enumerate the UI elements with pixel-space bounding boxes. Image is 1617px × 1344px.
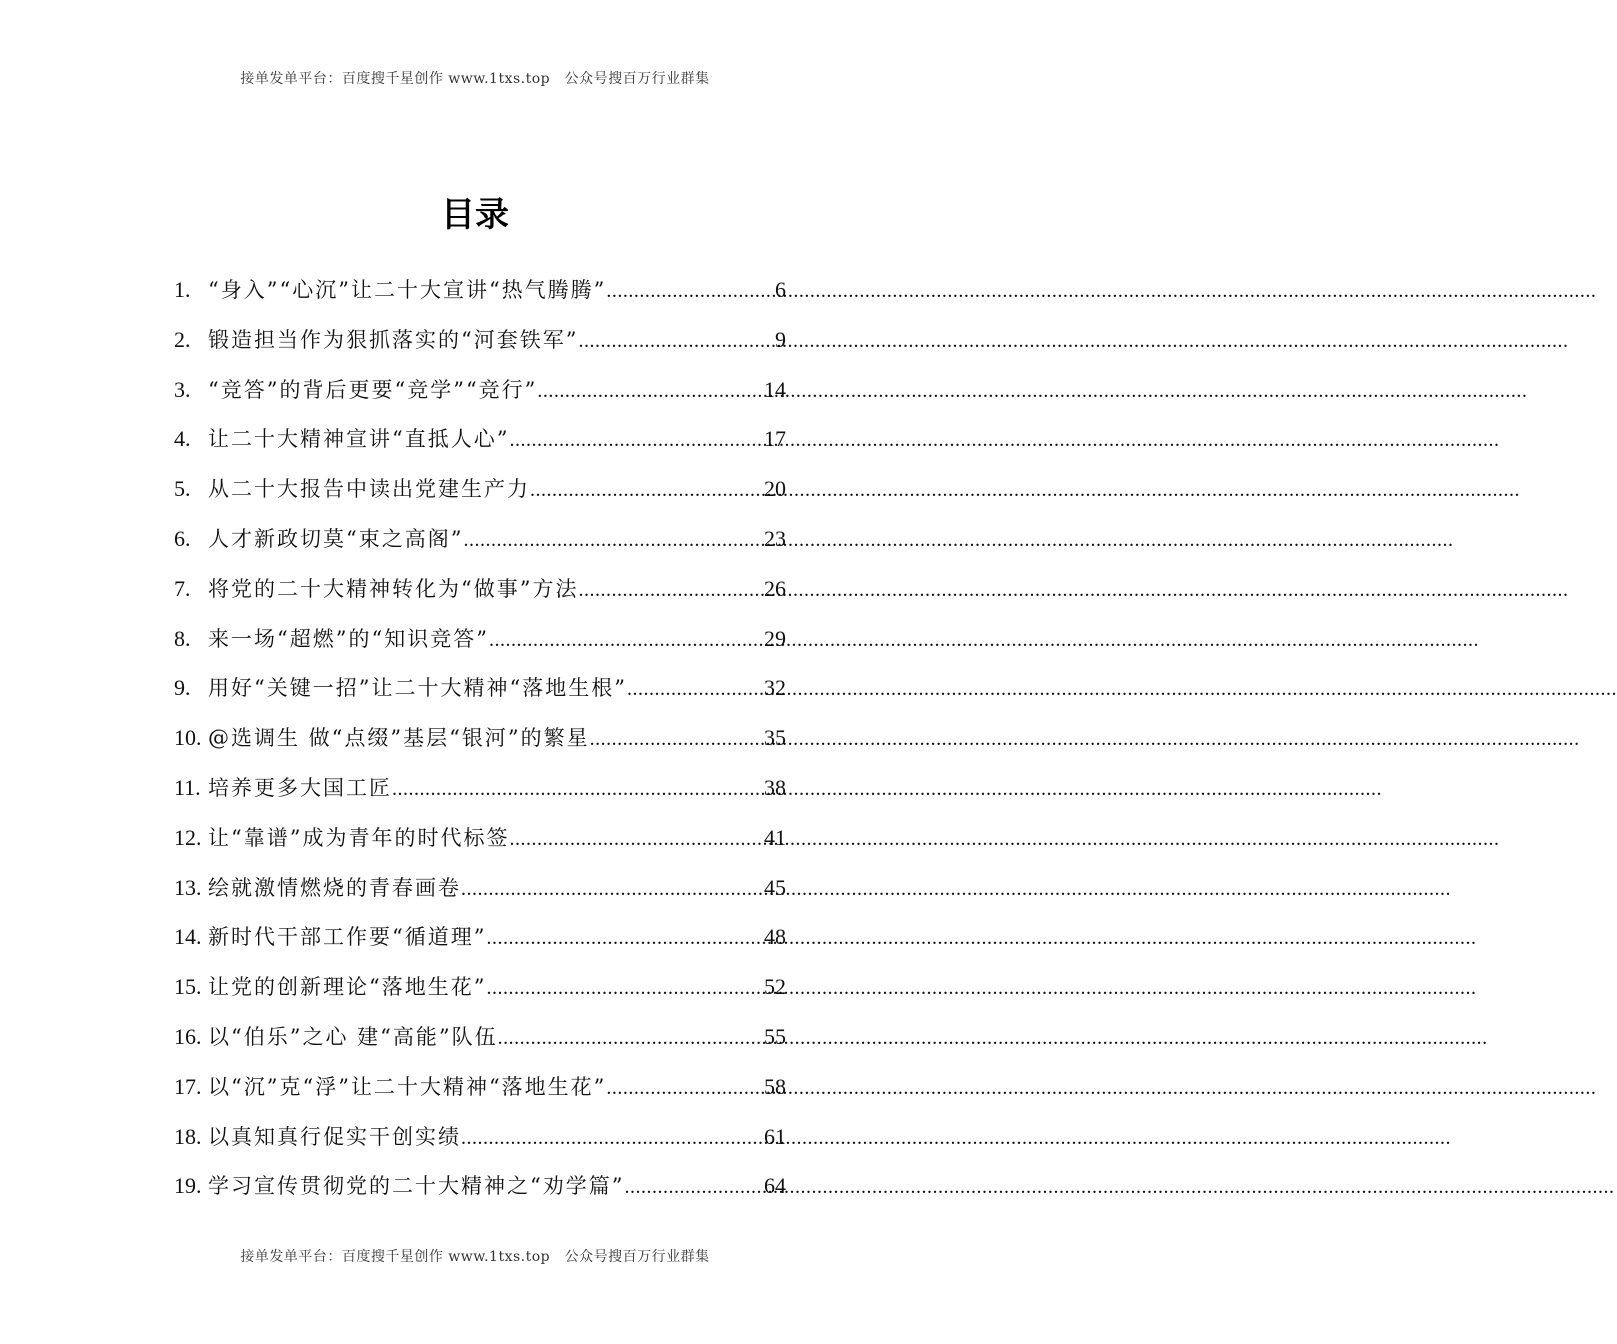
toc-entry-page: 45: [764, 874, 786, 900]
toc-entry-number: 2.: [174, 326, 191, 352]
toc-entry[interactable]: [174, 423, 786, 473]
toc-entry[interactable]: [174, 722, 786, 772]
toc-entry-title: “竞答”的背后更要“竞学”“竞行”: [208, 377, 538, 402]
toc-entry[interactable]: [174, 822, 786, 872]
page-title: 目录: [441, 194, 509, 235]
toc-entry-title: 用好“关键一招”让二十大精神“落地生根”: [208, 676, 627, 701]
toc-entry-number: 11.: [174, 774, 201, 800]
toc-entry-number: 17.: [174, 1073, 202, 1099]
toc-entry-page: 20: [764, 476, 786, 502]
toc-entry[interactable]: [174, 1170, 786, 1220]
toc-entry-number: 13.: [174, 874, 202, 900]
toc-entry-number: 4.: [174, 426, 191, 452]
toc-entry-number: 18.: [174, 1123, 202, 1149]
toc-entry-title: 锻造担当作为狠抓落实的“河套铁军”: [208, 327, 579, 352]
toc-entry[interactable]: [174, 374, 786, 424]
toc-entry-number: 7.: [174, 575, 191, 601]
toc-entry-title: 学习宣传贯彻党的二十大精神之“劝学篇”: [208, 1174, 625, 1199]
toc-entry[interactable]: [174, 1121, 786, 1171]
toc-dot-leader: [463, 529, 763, 552]
toc-entry-number: 1.: [174, 277, 191, 302]
toc-entry-page: 26: [764, 575, 786, 601]
toc-entry-title: 以真知真行促实干创实绩: [208, 1124, 461, 1149]
toc-entry-title: 绘就激情燃烧的青春画卷: [208, 875, 461, 900]
toc-entry[interactable]: [174, 1021, 786, 1071]
toc-entry-number: 14.: [174, 924, 202, 950]
toc-entry-title: 以“伯乐”之心 建“高能”队伍: [208, 1024, 498, 1049]
toc-dot-leader: [537, 380, 763, 403]
toc-dot-leader: [486, 977, 763, 1000]
toc-entry[interactable]: [174, 473, 786, 523]
toc-entry-title: 人才新政切莫“束之高阁”: [208, 526, 464, 551]
toc-entry[interactable]: [174, 274, 786, 324]
page-footer: 接单发单平台：百度搜千星创作 www.1txs.top 公众号搜百万行业群集: [240, 1249, 710, 1265]
toc-entry[interactable]: [174, 1071, 786, 1121]
toc-entry[interactable]: [174, 872, 786, 922]
table-of-contents: [174, 274, 786, 1220]
toc-dot-leader: [578, 330, 774, 353]
toc-entry-title: 从二十大报告中读出党建生产力: [208, 477, 530, 502]
toc-dot-leader: [461, 1127, 763, 1150]
toc-dot-leader: [486, 927, 763, 950]
toc-dot-leader: [624, 1176, 763, 1199]
toc-dot-leader: [606, 280, 774, 303]
toc-entry-title: 培养更多大国工匠: [208, 775, 392, 800]
toc-entry-number: 6.: [174, 525, 191, 551]
toc-entry-title: 新时代干部工作要“循道理”: [208, 925, 487, 950]
toc-entry-page: 17: [764, 426, 786, 452]
toc-entry-number: 16.: [174, 1023, 202, 1049]
toc-entry-page: 64: [764, 1173, 786, 1199]
toc-dot-leader: [509, 828, 763, 851]
toc-entry-page: 55: [764, 1023, 786, 1049]
toc-entry-page: 6: [775, 277, 786, 302]
toc-entry-number: 8.: [174, 625, 191, 651]
toc-entry-page: 38: [764, 774, 786, 800]
page-header: 接单发单平台：百度搜千星创作 www.1txs.top 公众号搜百万行业群集: [240, 71, 710, 87]
toc-entry-title: 以“沉”克“浮”让二十大精神“落地生花”: [208, 1074, 607, 1099]
toc-dot-leader: [627, 678, 763, 701]
toc-dot-leader: [461, 878, 763, 901]
toc-entry[interactable]: [174, 921, 786, 971]
toc-entry[interactable]: [174, 623, 786, 673]
toc-entry[interactable]: [174, 971, 786, 1021]
toc-entry-number: 19.: [174, 1173, 202, 1199]
toc-dot-leader: [498, 1027, 763, 1050]
toc-entry-title: 来一场“超燃”的“知识竞答”: [208, 626, 489, 651]
toc-entry-title: @选调生 做“点缀”基层“银河”的繁星: [208, 726, 590, 751]
toc-dot-leader: [509, 429, 763, 452]
toc-dot-leader: [590, 728, 763, 751]
toc-entry-number: 10.: [174, 725, 202, 751]
toc-entry-title: 让“靠谱”成为青年的时代标签: [208, 825, 510, 850]
toc-entry-number: 3.: [174, 376, 191, 402]
toc-entry-page: 29: [764, 625, 786, 651]
toc-dot-leader: [489, 629, 763, 652]
toc-entry-title: 让党的创新理论“落地生花”: [208, 975, 487, 1000]
toc-entry-number: 12.: [174, 824, 202, 850]
toc-entry-page: 58: [764, 1073, 786, 1099]
toc-entry-title: “身入”“心沉”让二十大宣讲“热气腾腾”: [208, 278, 607, 302]
toc-entry-page: 9: [775, 326, 786, 352]
toc-entry[interactable]: [174, 573, 786, 623]
toc-entry-page: 14: [764, 376, 786, 402]
toc-entry-number: 9.: [174, 675, 191, 701]
toc-dot-leader: [392, 778, 763, 801]
toc-entry-number: 5.: [174, 476, 191, 502]
toc-entry-page: 35: [764, 725, 786, 751]
toc-entry[interactable]: [174, 523, 786, 573]
toc-entry-title: 将党的二十大精神转化为“做事”方法: [208, 576, 579, 601]
toc-dot-leader: [606, 1077, 763, 1100]
toc-entry[interactable]: [174, 772, 786, 822]
toc-entry-number: 15.: [174, 974, 202, 1000]
toc-entry-page: 61: [764, 1123, 786, 1149]
toc-dot-leader: [530, 479, 763, 502]
toc-entry[interactable]: [174, 324, 786, 374]
toc-entry-page: 23: [764, 525, 786, 551]
toc-entry-page: 41: [764, 824, 786, 850]
toc-dot-leader: [578, 579, 763, 602]
toc-entry-page: 52: [764, 974, 786, 1000]
toc-entry-title: 让二十大精神宣讲“直抵人心”: [208, 427, 510, 452]
toc-entry-page: 48: [764, 924, 786, 950]
toc-entry[interactable]: [174, 672, 786, 722]
toc-entry-page: 32: [764, 675, 786, 701]
